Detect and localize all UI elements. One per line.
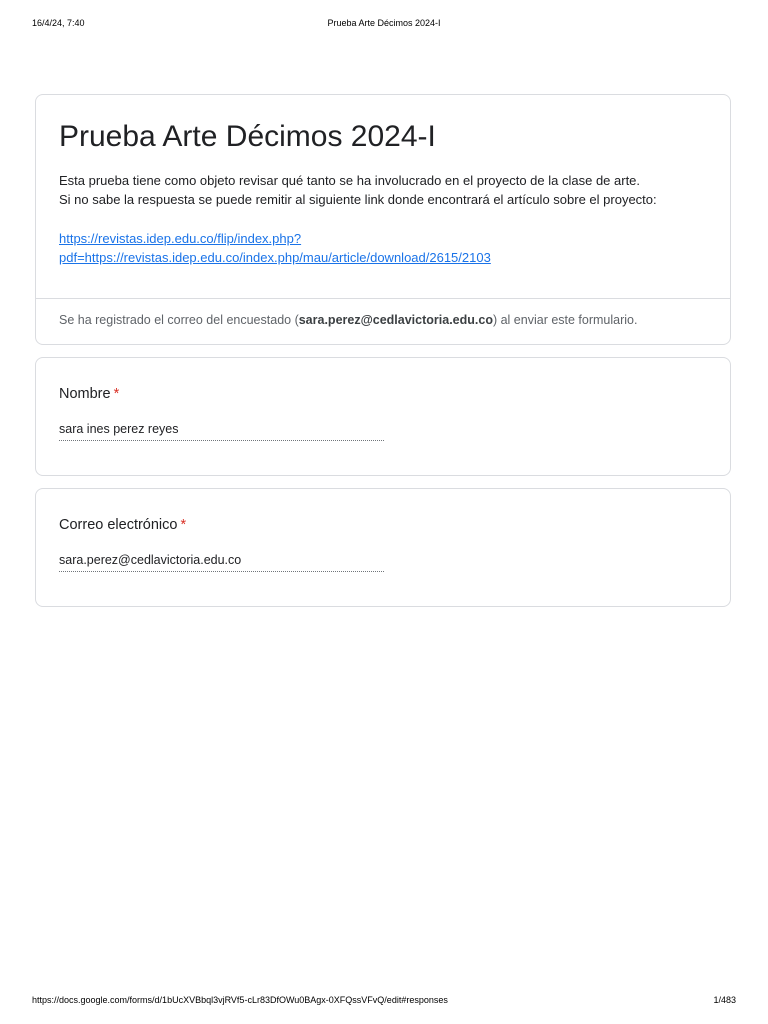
required-asterisk: * <box>113 386 120 402</box>
print-doc-title: Prueba Arte Décimos 2024-I <box>327 18 441 28</box>
print-footer <box>32 995 736 1007</box>
notice-prefix: Se ha registrado el correo del encuestado ( <box>59 313 299 327</box>
question-title: Nombre <box>59 386 111 402</box>
article-link-line-1[interactable]: https://revistas.idep.edu.co/flip/index.php? <box>59 231 302 246</box>
header-band <box>36 95 730 99</box>
description-line-2: Si no sabe la respuesta se puede remitir al siguiente link donde encontrará el artículo sobre el proyecto: <box>59 192 657 207</box>
notice-suffix: ) al enviar este formulario. <box>492 313 638 327</box>
description-line-1: Esta prueba tiene como objeto revisar qué tanto se ha involucrado en el proyecto de la clase de arte. <box>59 173 641 188</box>
print-date: 16/4/24, 7:40 <box>32 18 85 28</box>
question-label <box>59 384 119 404</box>
question-title: Correo electrónico <box>59 517 178 533</box>
card-divider <box>36 298 730 299</box>
print-header <box>32 18 736 30</box>
print-page-number: 1/483 <box>713 995 736 1005</box>
form-title: Prueba Arte Décimos 2024-I <box>59 120 436 153</box>
answer-field-nombre[interactable]: sara ines perez reyes <box>59 420 384 441</box>
answer-field-correo[interactable]: sara.perez@cedlavictoria.edu.co <box>59 551 384 572</box>
notice-email: sara.perez@cedlavictoria.edu.co <box>298 313 493 327</box>
form-description <box>59 171 710 209</box>
question-card-nombre <box>35 357 731 476</box>
article-link[interactable] <box>59 229 710 267</box>
email-recorded-notice <box>59 311 710 329</box>
form-header-card <box>35 94 731 345</box>
article-link-line-2[interactable]: pdf=https://revistas.idep.edu.co/index.php/mau/article/download/2615/2103 <box>59 250 491 265</box>
question-card-correo <box>35 488 731 607</box>
question-label <box>59 515 186 535</box>
print-url: https://docs.google.com/forms/d/1bUcXVBbql3vjRVf5-cLr83DfOWu0BAgx-0XFQssVFvQ/edit#responses <box>32 995 448 1005</box>
required-asterisk: * <box>180 517 187 533</box>
